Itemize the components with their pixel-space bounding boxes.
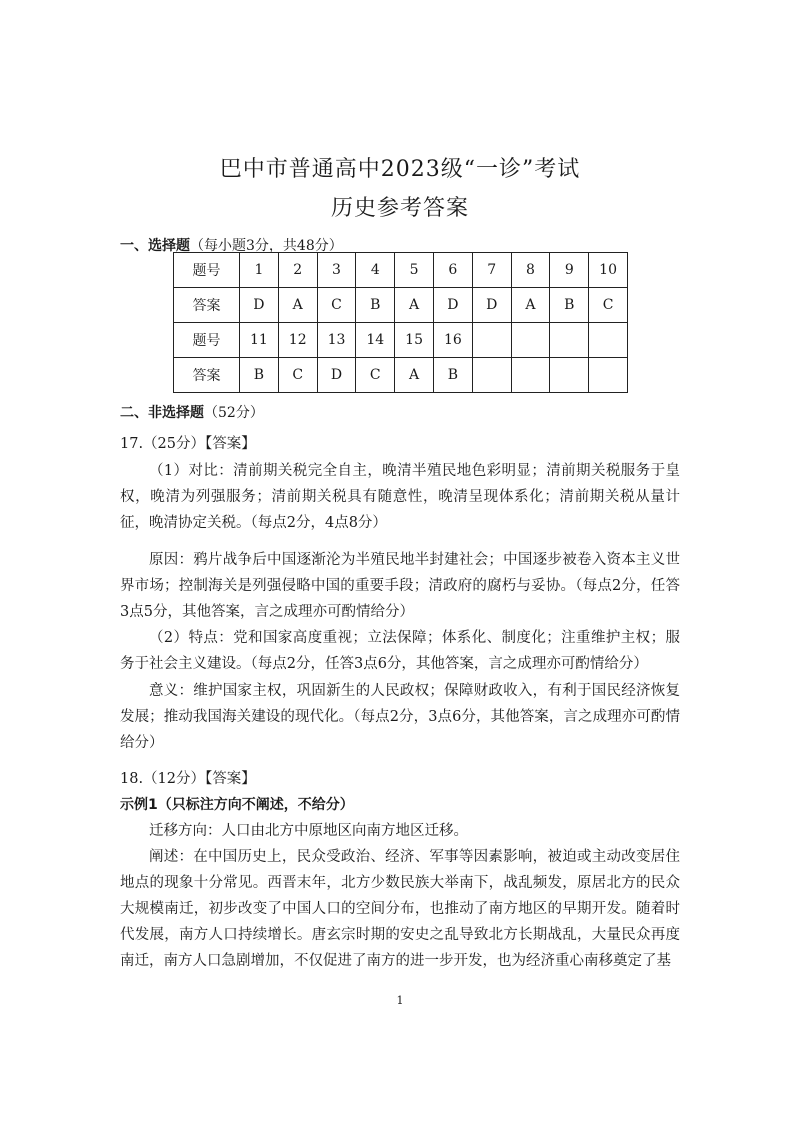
section1-heading-text: 一、选择题 bbox=[120, 238, 190, 254]
answer-table-row-label: 答案 bbox=[174, 288, 240, 323]
answer-table-cell: D bbox=[472, 288, 511, 323]
answer-table-cell: 4 bbox=[356, 253, 395, 288]
q17-part2-significance: 意义：维护国家主权，巩固新生的人民政权；保障财政收入，有利于国民经济恢复发展；推动我国海关建设的现代化。（每点2分，3点6分，其他答案，言之成理亦可酌情给分） bbox=[120, 683, 680, 751]
answer-table-cell: 3 bbox=[317, 253, 356, 288]
answer-table-cell: B bbox=[356, 288, 395, 323]
answer-table-cell: 9 bbox=[550, 253, 589, 288]
answer-table-cell: 2 bbox=[278, 253, 317, 288]
page-number: 1 bbox=[396, 994, 404, 1007]
q18-migration-direction: 迁移方向：人口由北方中原地区向南方地区迁移。 bbox=[149, 823, 468, 839]
answer-table-cell: A bbox=[395, 358, 434, 393]
answer-table-row-label: 题号 bbox=[174, 323, 240, 358]
answer-table-cell: D bbox=[433, 288, 472, 323]
answer-table-cell: 7 bbox=[472, 253, 511, 288]
answer-table-cell bbox=[550, 358, 589, 393]
answer-table-cell bbox=[589, 358, 628, 393]
answer-table-cell bbox=[511, 323, 550, 358]
answer-table-cell: 6 bbox=[433, 253, 472, 288]
q17-part1-reasons: 原因：鸦片战争后中国逐渐沦为半殖民地半封建社会；中国逐步被卷入资本主义世界市场；控制海关是列强侵略中国的重要手段；清政府的腐朽与妥协。（每点2分，任答3点5分，其他答案，言之成理亦可酌情给分） bbox=[120, 552, 680, 620]
answer-table-cell: 12 bbox=[278, 323, 317, 358]
answer-table-cell: 8 bbox=[511, 253, 550, 288]
answer-table-row bbox=[174, 288, 628, 323]
q17-header: 17.（25分）【答案】 bbox=[120, 436, 256, 452]
q17-part1-comparison: （1）对比：清前期关税完全自主，晚清半殖民地色彩明显；清前期关税服务于皇权，晚清为列强服务；清前期关税具有随意性，晚清呈现体系化；清前期关税从量计征，晚清协定关税。（每点2分，4点8分） bbox=[120, 463, 680, 531]
answer-table-row bbox=[174, 358, 628, 393]
answer-table-cell: 15 bbox=[395, 323, 434, 358]
answer-table-cell bbox=[589, 323, 628, 358]
answer-table-cell: 13 bbox=[317, 323, 356, 358]
answer-table-cell: 11 bbox=[240, 323, 279, 358]
answer-table-cell: 16 bbox=[433, 323, 472, 358]
answer-table-cell: D bbox=[240, 288, 279, 323]
answer-table-cell: C bbox=[278, 358, 317, 393]
answer-table-cell: B bbox=[550, 288, 589, 323]
section2-heading bbox=[120, 402, 264, 422]
answer-table-cell: C bbox=[589, 288, 628, 323]
choice-answer-table bbox=[173, 252, 628, 393]
answer-table-cell bbox=[472, 358, 511, 393]
answer-table-cell: C bbox=[356, 358, 395, 393]
answer-table-cell: 14 bbox=[356, 323, 395, 358]
answer-key-title: 历史参考答案 bbox=[330, 196, 469, 221]
answer-table-cell bbox=[511, 358, 550, 393]
section2-score-note: （52分） bbox=[204, 405, 264, 421]
q18-header: 18.（12分）【答案】 bbox=[120, 771, 256, 787]
answer-table-cell: C bbox=[317, 288, 356, 323]
answer-table-row-label: 题号 bbox=[174, 253, 240, 288]
answer-table-cell: B bbox=[240, 358, 279, 393]
answer-table-cell: D bbox=[317, 358, 356, 393]
q18-explanation: 阐述：在中国历史上，民众受政治、经济、军事等因素影响，被迫或主动改变居住地点的现象十分常见。西晋末年，北方少数民族大举南下，战乱频发，原居北方的民众大规模南迁，初步改变了中国人口的空间分布，也推动了南方地区的早期开发。随着时代发展，南方人口持续增长。唐玄宗时期的安史之乱导致北方长期战乱，大量民众再度南迁，南方人口急剧增加，不仅促进了南方的进一步开发，也为经济重心南移奠定了基 bbox=[120, 849, 680, 969]
answer-table-cell: A bbox=[511, 288, 550, 323]
section1-score-note: （每小题3分，共48分） bbox=[190, 238, 343, 254]
answer-table-row-label: 答案 bbox=[174, 358, 240, 393]
section2-heading-text: 二、非选择题 bbox=[120, 405, 204, 421]
q18-example1-title: 示例1（只标注方向不阐述，不给分） bbox=[120, 797, 354, 813]
exam-title: 巴中市普通高中2023级“一诊”考试 bbox=[219, 157, 581, 182]
answer-table-row bbox=[174, 323, 628, 358]
answer-table-row bbox=[174, 253, 628, 288]
answer-table-cell: B bbox=[433, 358, 472, 393]
q17-part2-features: （2）特点：党和国家高度重视；立法保障；体系化、制度化；注重维护主权；服务于社会主义建设。（每点2分，任答3点6分，其他答案，言之成理亦可酌情给分） bbox=[120, 630, 680, 672]
answer-table-cell: A bbox=[395, 288, 434, 323]
answer-table-cell: A bbox=[278, 288, 317, 323]
answer-table-cell bbox=[550, 323, 589, 358]
answer-table-cell: 5 bbox=[395, 253, 434, 288]
answer-table-cell bbox=[472, 323, 511, 358]
answer-table-cell: 10 bbox=[589, 253, 628, 288]
answer-table-cell: 1 bbox=[240, 253, 279, 288]
